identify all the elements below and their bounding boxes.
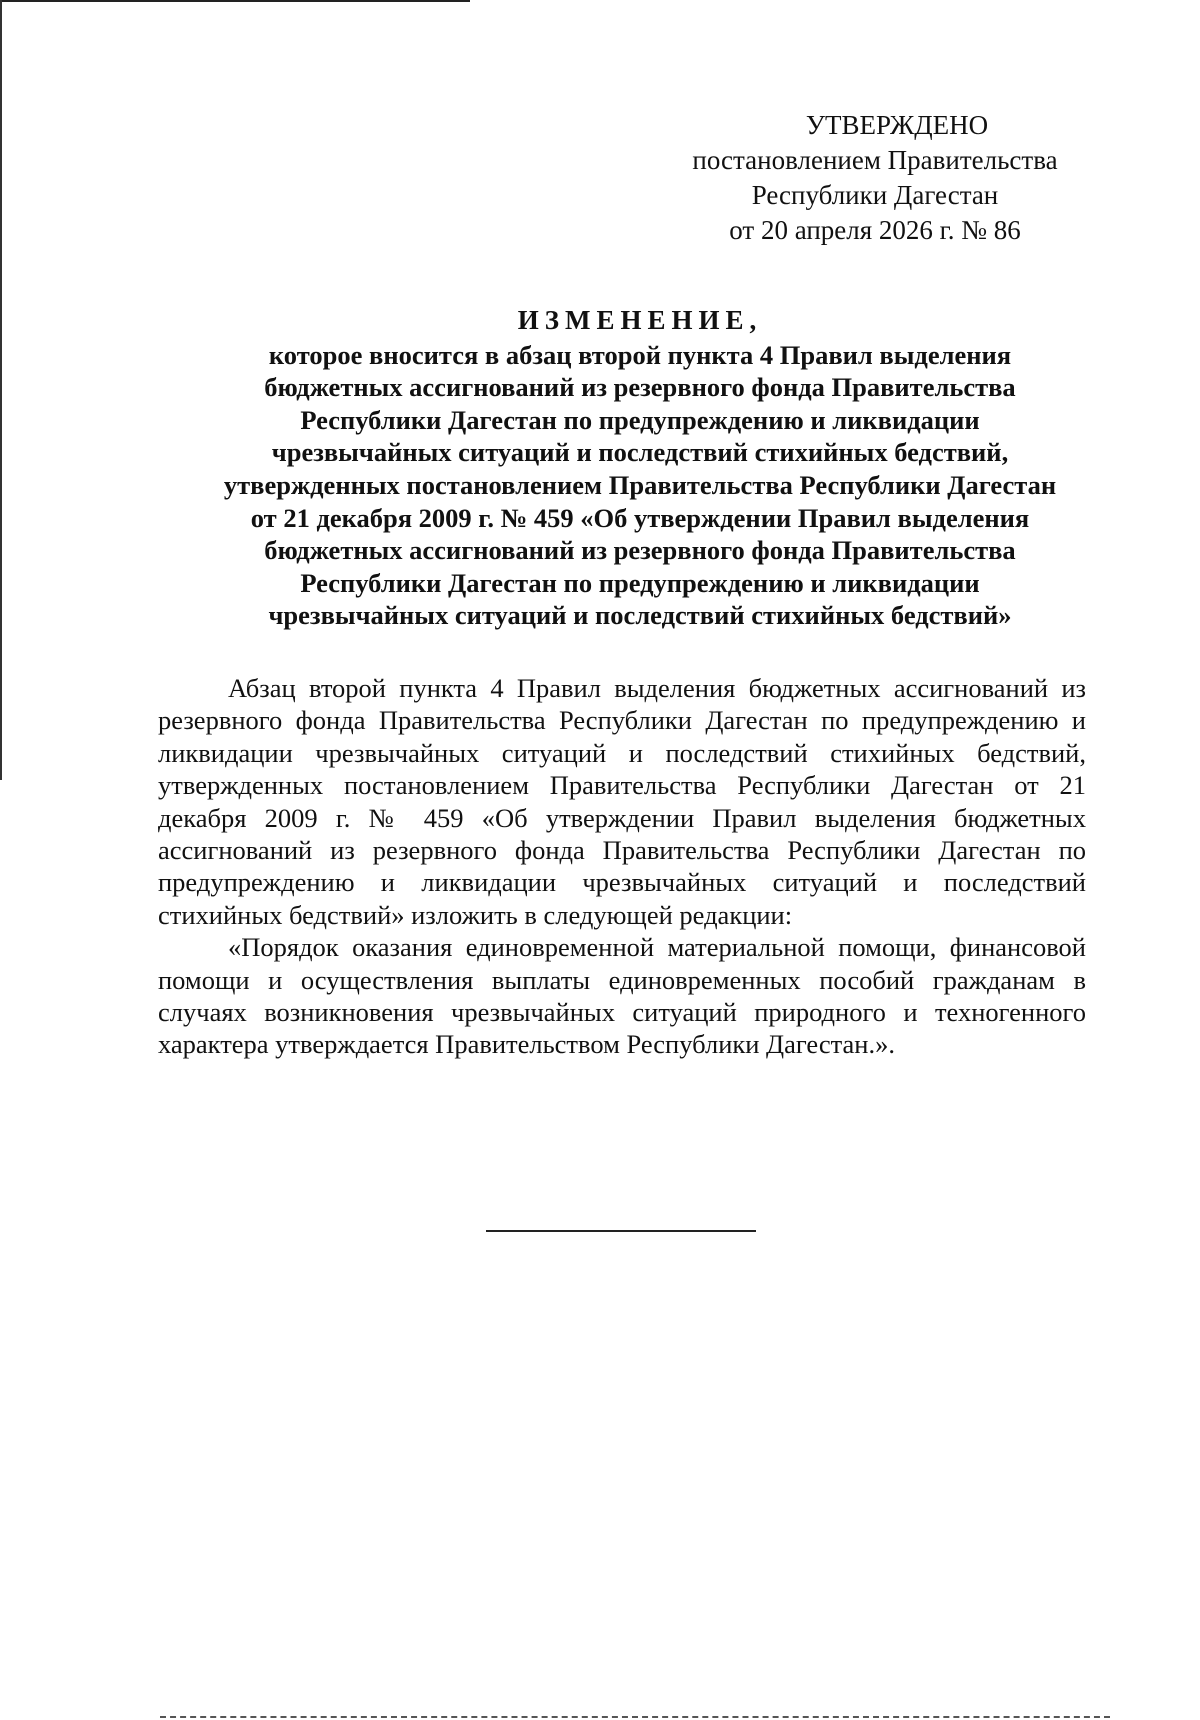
title-line: от 21 декабря 2009 г. № 459 «Об утверждении Правил выделения (250, 502, 1030, 533)
document-title (150, 304, 1130, 632)
body-paragraph-new-wording: «Порядок оказания единовременной материальной помощи, финансовой помощи и осуществления выплаты единовременных пособий гражданам в случаях возникновения чрезвычайных ситуаций природного и техногенного характера утверждается Правительством Республики Дагестан.». (158, 932, 1086, 1060)
approval-line-decree: постановлением Правительства (692, 145, 1058, 175)
approval-stamp-block (660, 108, 1090, 248)
end-separator-line (486, 1230, 756, 1232)
scan-edge-mark-left (0, 0, 2, 780)
scan-edge-mark-bottom (160, 1716, 1110, 1720)
title-line: бюджетных ассигнований из резервного фонда Правительства (264, 372, 1016, 403)
title-line: Республики Дагестан по предупреждению и ликвидации (300, 567, 980, 598)
body-paragraph-amendment: Абзац второй пункта 4 Правил выделения бюджетных ассигнований из резервного фонда Правительства Республики Дагестан по предупреждению и ликвидации чрезвычайных ситуаций и последствий стихийных бедствий, утвержденных постановлением Правительства Республики Дагестан от 21 декабря 2009 г. № 459 «Об утверждении Правил выделения бюджетных ассигнований из резервного фонда Правительства Республики Дагестан по предупреждению и ликвидации чрезвычайных ситуаций и последствий стихийных бедствий» изложить в следующей редакции: (158, 673, 1086, 930)
title-line: Республики Дагестан по предупреждению и ликвидации (300, 404, 980, 435)
document-body (158, 672, 1086, 1061)
title-line: чрезвычайных ситуаций и последствий стихийных бедствий, (271, 437, 1009, 468)
approval-title: УТВЕРЖДЕНО (805, 110, 989, 140)
scan-edge-mark-top (0, 0, 470, 2)
title-heading: ИЗМЕНЕНИЕ, (517, 305, 763, 335)
title-line: бюджетных ассигнований из резервного фонда Правительства (264, 535, 1016, 566)
approval-line-date-number: от 20 апреля 2026 г. № 86 (729, 215, 1021, 245)
approval-line-republic: Республики Дагестан (751, 180, 999, 210)
title-line: утвержденных постановлением Правительства Республики Дагестан (223, 469, 1057, 500)
title-line: чрезвычайных ситуаций и последствий стихийных бедствий» (268, 600, 1012, 631)
title-line: которое вносится в абзац второй пункта 4 Правил выделения (268, 339, 1012, 370)
